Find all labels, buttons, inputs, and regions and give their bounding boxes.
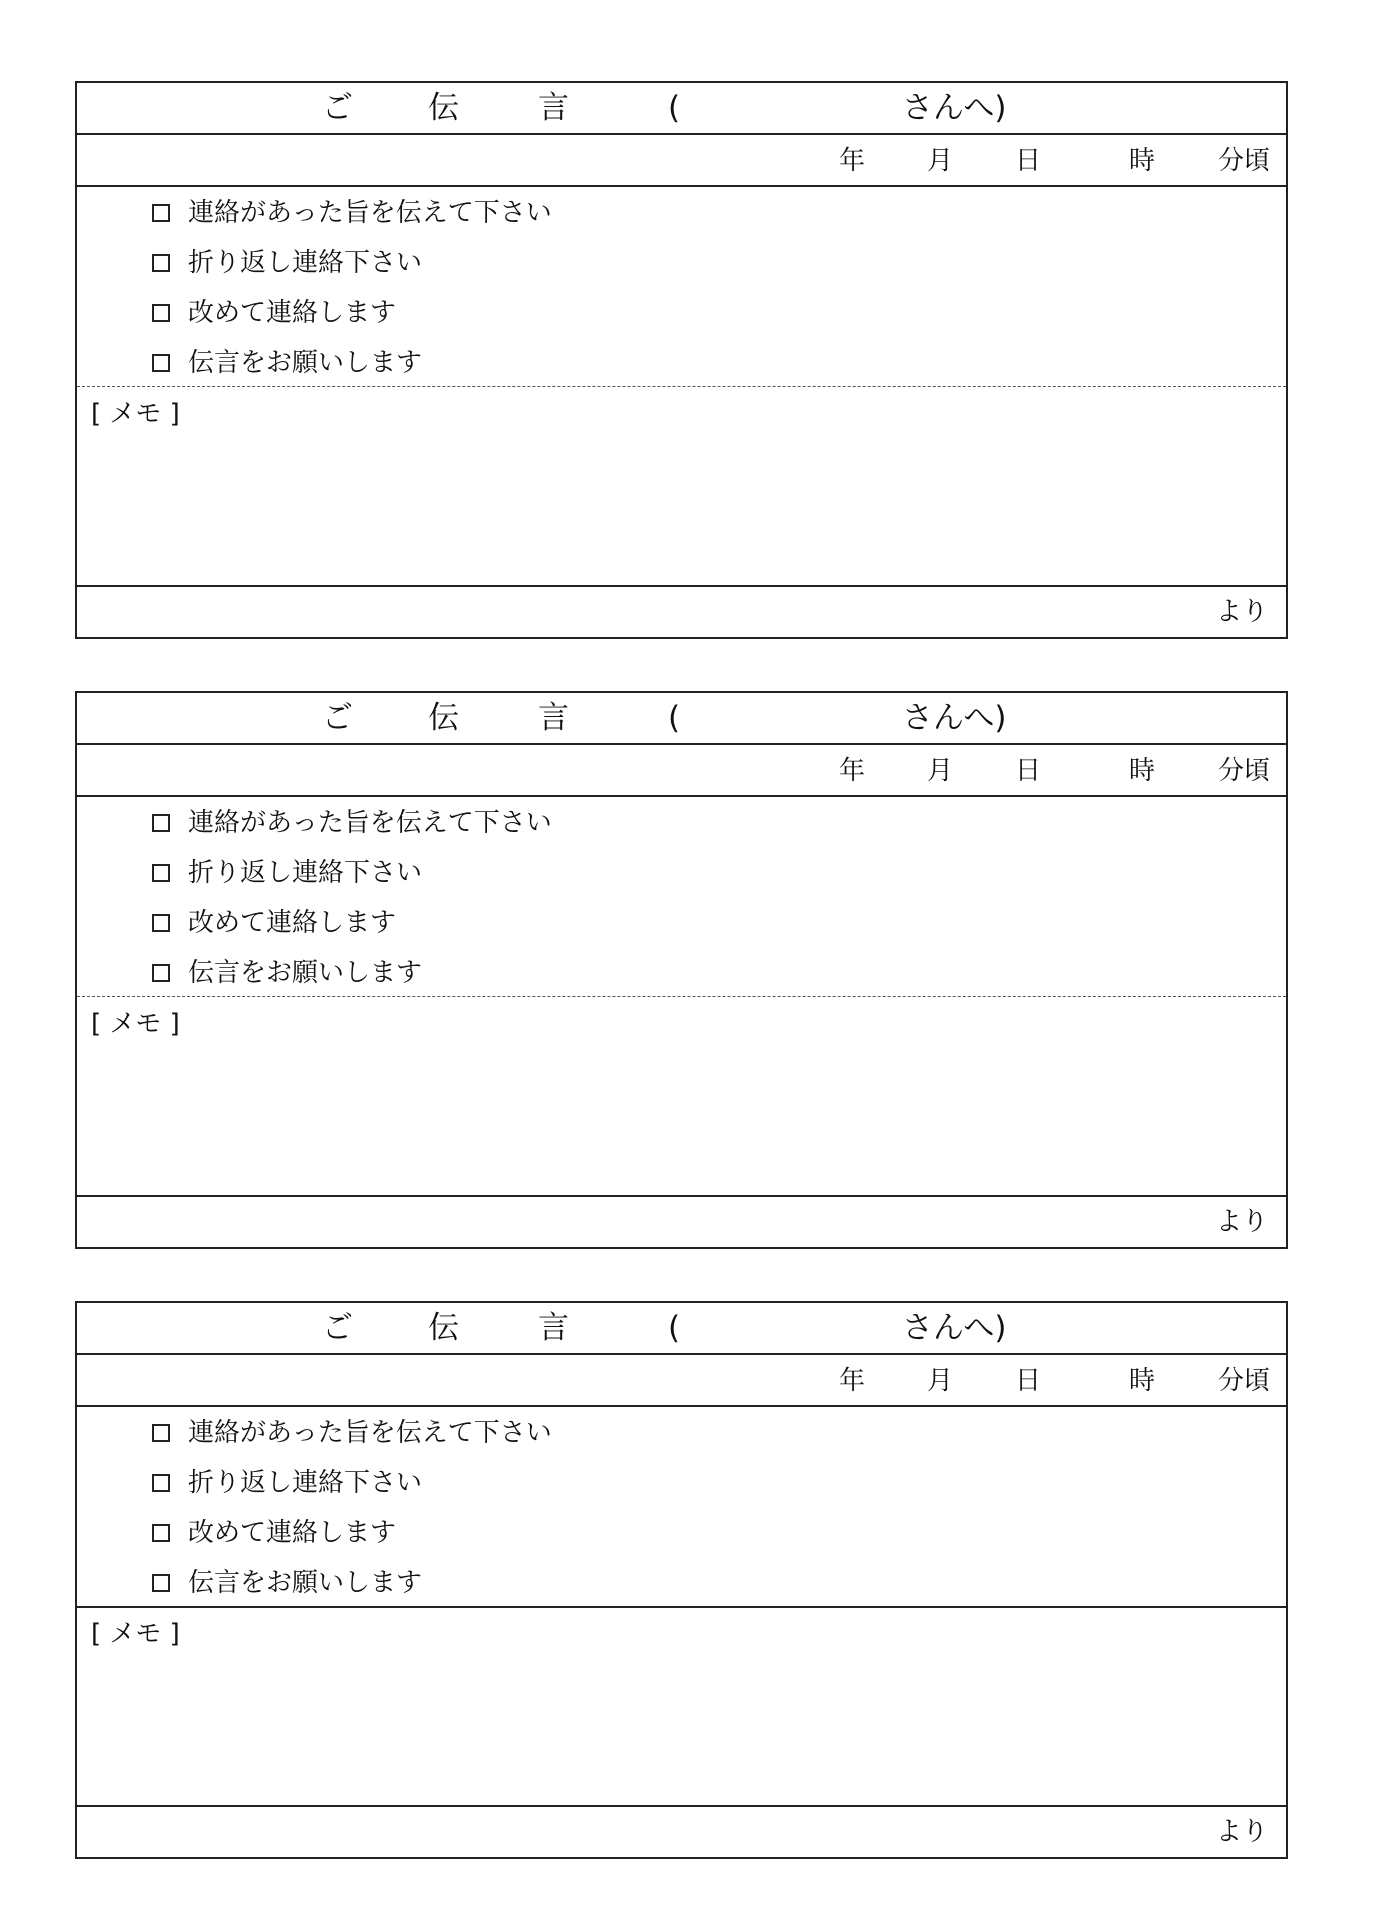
minute-label: 分頃	[1218, 146, 1271, 176]
checkbox[interactable]	[152, 304, 170, 322]
year-label: 年	[839, 146, 866, 176]
slip-title-row[interactable]	[77, 693, 1286, 745]
title-gon: 言	[538, 1310, 569, 1346]
title-go: ご	[322, 90, 353, 126]
checkbox[interactable]	[152, 1424, 170, 1442]
option-item[interactable]	[152, 803, 552, 843]
option-label: 伝言をお願いします	[188, 958, 423, 988]
option-item[interactable]	[152, 293, 396, 333]
memo-label: [ メモ ]	[91, 1009, 180, 1039]
checkbox[interactable]	[152, 354, 170, 372]
memo-area	[77, 997, 1286, 1197]
memo-input[interactable]	[91, 435, 1272, 575]
recipient-suffix: さんへ)	[902, 700, 1007, 736]
minute-label: 分頃	[1218, 756, 1271, 786]
datetime-row[interactable]	[77, 1355, 1286, 1407]
option-item[interactable]	[152, 1513, 396, 1553]
title-go: ご	[322, 700, 353, 736]
message-slip-2	[75, 691, 1288, 1249]
option-item[interactable]	[152, 343, 422, 383]
title-paren-open: (	[668, 700, 681, 736]
from-row[interactable]	[77, 587, 1286, 637]
title-den: 伝	[428, 1310, 459, 1346]
slip-title-row[interactable]	[77, 83, 1286, 135]
day-label: 日	[1015, 1366, 1042, 1396]
checkbox[interactable]	[152, 204, 170, 222]
option-label: 改めて連絡します	[188, 298, 397, 328]
title-paren-open: (	[668, 90, 681, 126]
checkbox[interactable]	[152, 1574, 170, 1592]
option-label: 改めて連絡します	[188, 908, 397, 938]
option-item[interactable]	[152, 903, 396, 943]
memo-input[interactable]	[91, 1045, 1272, 1185]
option-item[interactable]	[152, 1413, 552, 1453]
title-gon: 言	[538, 700, 569, 736]
option-label: 改めて連絡します	[188, 1518, 397, 1548]
option-item[interactable]	[152, 1563, 422, 1603]
from-label: より	[1215, 1817, 1268, 1847]
checkbox[interactable]	[152, 864, 170, 882]
minute-label: 分頃	[1218, 1366, 1271, 1396]
year-label: 年	[839, 1366, 866, 1396]
hour-label: 時	[1129, 756, 1156, 786]
option-item[interactable]	[152, 193, 552, 233]
option-label: 伝言をお願いします	[188, 1568, 423, 1598]
checkbox[interactable]	[152, 914, 170, 932]
title-go: ご	[322, 1310, 353, 1346]
from-row[interactable]	[77, 1197, 1286, 1247]
day-label: 日	[1015, 146, 1042, 176]
slip-title-row[interactable]	[77, 1303, 1286, 1355]
checkbox[interactable]	[152, 1474, 170, 1492]
month-label: 月	[927, 146, 954, 176]
message-slip-3	[75, 1301, 1288, 1859]
hour-label: 時	[1129, 1366, 1156, 1396]
option-label: 連絡があった旨を伝えて下さい	[188, 1418, 552, 1448]
datetime-row[interactable]	[77, 135, 1286, 187]
option-label: 連絡があった旨を伝えて下さい	[188, 198, 552, 228]
memo-area	[77, 1607, 1286, 1807]
from-label: より	[1215, 1207, 1268, 1237]
option-label: 折り返し連絡下さい	[188, 248, 423, 278]
memo-input[interactable]	[91, 1655, 1272, 1795]
recipient-suffix: さんへ)	[902, 90, 1007, 126]
day-label: 日	[1015, 756, 1042, 786]
checkbox[interactable]	[152, 1524, 170, 1542]
title-den: 伝	[428, 700, 459, 736]
option-label: 折り返し連絡下さい	[188, 858, 423, 888]
hour-label: 時	[1129, 146, 1156, 176]
option-item[interactable]	[152, 243, 422, 283]
title-paren-open: (	[668, 1310, 681, 1346]
datetime-row[interactable]	[77, 745, 1286, 797]
option-checklist	[77, 797, 1286, 997]
month-label: 月	[927, 756, 954, 786]
checkbox[interactable]	[152, 814, 170, 832]
year-label: 年	[839, 756, 866, 786]
option-item[interactable]	[152, 853, 422, 893]
option-item[interactable]	[152, 1463, 422, 1503]
recipient-suffix: さんへ)	[902, 1310, 1007, 1346]
option-item[interactable]	[152, 953, 422, 993]
memo-area	[77, 387, 1286, 587]
title-gon: 言	[538, 90, 569, 126]
title-den: 伝	[428, 90, 459, 126]
checkbox[interactable]	[152, 254, 170, 272]
memo-label: [ メモ ]	[91, 399, 180, 429]
memo-label: [ メモ ]	[91, 1619, 180, 1649]
from-row[interactable]	[77, 1807, 1286, 1857]
option-label: 折り返し連絡下さい	[188, 1468, 423, 1498]
option-checklist	[77, 187, 1286, 387]
from-label: より	[1215, 597, 1268, 627]
option-checklist	[77, 1407, 1286, 1608]
checkbox[interactable]	[152, 964, 170, 982]
option-label: 伝言をお願いします	[188, 348, 423, 378]
message-slip-1	[75, 81, 1288, 639]
month-label: 月	[927, 1366, 954, 1396]
option-label: 連絡があった旨を伝えて下さい	[188, 808, 552, 838]
